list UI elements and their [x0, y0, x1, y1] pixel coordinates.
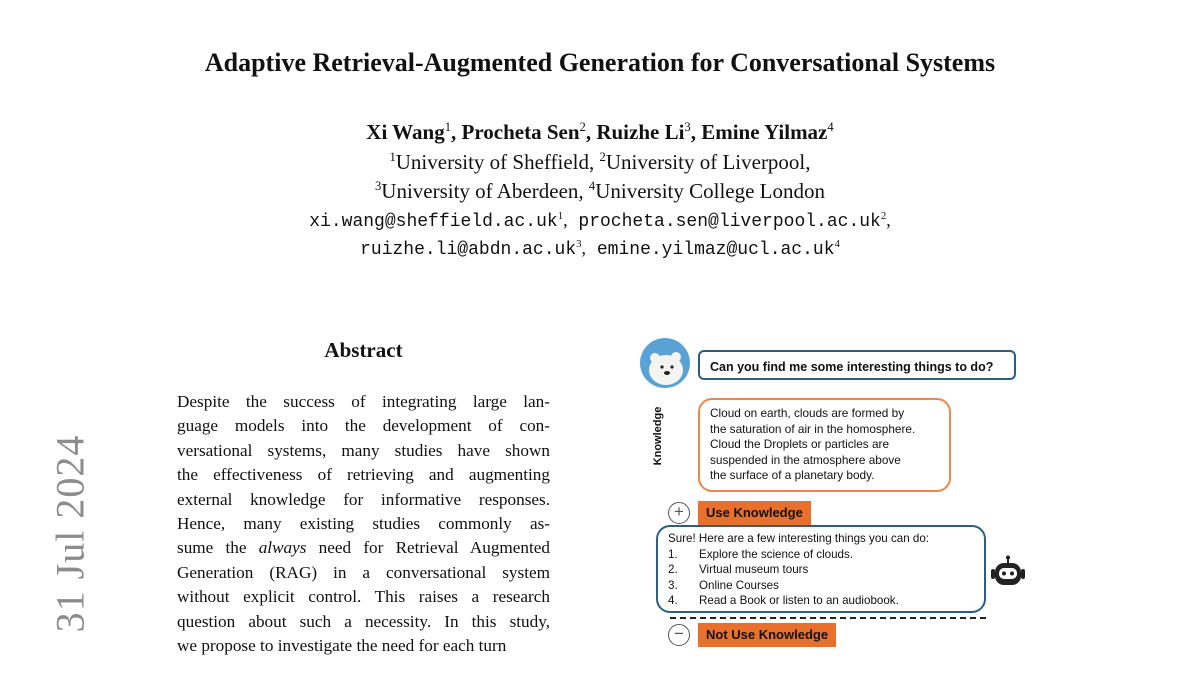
affiliation: University of Aberdeen — [381, 179, 579, 203]
minus-circle-icon: − — [668, 624, 690, 646]
knowledge-passage: Cloud on earth, clouds are formed by the saturation of air in the homosphere. Cloud the Droplets or particles are suspended in the atmosphere above the surface of a planetary body. — [698, 398, 951, 492]
abstract-line: the effectiveness of retrieving and augmenting — [177, 465, 550, 485]
not-use-knowledge-tag: Not Use Knowledge — [698, 623, 836, 647]
email: procheta.sen@liverpool.ac.uk — [578, 212, 881, 232]
abstract-line: we propose to investigate the need for each turn — [177, 636, 507, 656]
plus-circle-icon: + — [668, 502, 690, 524]
abstract-line: Generation (RAG) in a conversational system — [177, 562, 550, 582]
author-name: Ruizhe Li — [596, 120, 685, 144]
abstract-body — [177, 390, 550, 658]
polar-bear-avatar-icon — [640, 338, 690, 388]
abstract-line: sume the always need for Retrieval Augmented — [177, 538, 551, 558]
robot-icon — [988, 555, 1028, 589]
email-line-1: $xi.wang@sheffield.ac.uk^1$, $procheta.sen@liverpool.ac.uk^2$, — [309, 210, 891, 232]
abstract-heading: Abstract — [324, 338, 403, 362]
section-divider — [670, 617, 986, 619]
paper-title: Adaptive Retrieval-Augmented Generation for Conversational Systems — [204, 48, 996, 77]
abstract-line: Hence, many existing studies commonly as- — [177, 514, 550, 534]
email-line-2: $ruizhe.li@abdn.ac.uk^3$, $emine.yilmaz@ucl.ac.uk^4$ — [360, 238, 840, 260]
author-name: Emine Yilmaz — [701, 120, 828, 144]
figure-rag-example — [630, 330, 1050, 648]
knowledge-label: Knowledge — [652, 406, 664, 466]
abstract-line: versational systems, many studies have shown — [177, 440, 550, 460]
affiliation: University of Sheffield — [395, 150, 590, 174]
affiliation: University College London — [595, 179, 826, 203]
affiliation-line-2: $^3$University of Aberdeen, $^4$University College London — [374, 179, 826, 203]
arxiv-date-stamp: 31 Jul 2024 — [47, 434, 93, 633]
affiliation-line-1: $^1$University of Sheffield, $^2$University of Liverpool, — [389, 150, 811, 174]
email: xi.wang@sheffield.ac.uk — [309, 212, 558, 232]
abstract-line: without explicit control. This raises a research — [177, 587, 550, 607]
abstract-line: guage models into the development of con- — [177, 416, 550, 436]
author-list: Xi Wang$^1$, Procheta Sen$^2$, Ruizhe Li$^3$, Emine Yilmaz$^4$ — [366, 120, 834, 144]
author-name: Procheta Sen — [461, 120, 580, 144]
use-knowledge-tag: Use Knowledge — [698, 501, 811, 525]
email: emine.yilmaz@ucl.ac.uk — [596, 240, 835, 260]
email: ruizhe.li@abdn.ac.uk — [360, 240, 577, 260]
abstract-line: question about such a necessity. In this study, — [177, 611, 550, 631]
abstract-line: external knowledge for informative responses. — [177, 489, 550, 509]
user-question-bubble: Can you find me some interesting things to do? — [698, 350, 1016, 380]
abstract-line: Despite the success of integrating large lan- — [177, 392, 550, 411]
author-name: Xi Wang — [366, 120, 445, 144]
affiliation: University of Liverpool — [605, 150, 806, 174]
system-response-bubble: Sure! Here are a few interesting things you can do: 1. Explore the science of clouds. 2. Virtual museum tours 3. Online Courses 4. Read a Book or listen to an audiobook. — [656, 525, 986, 613]
